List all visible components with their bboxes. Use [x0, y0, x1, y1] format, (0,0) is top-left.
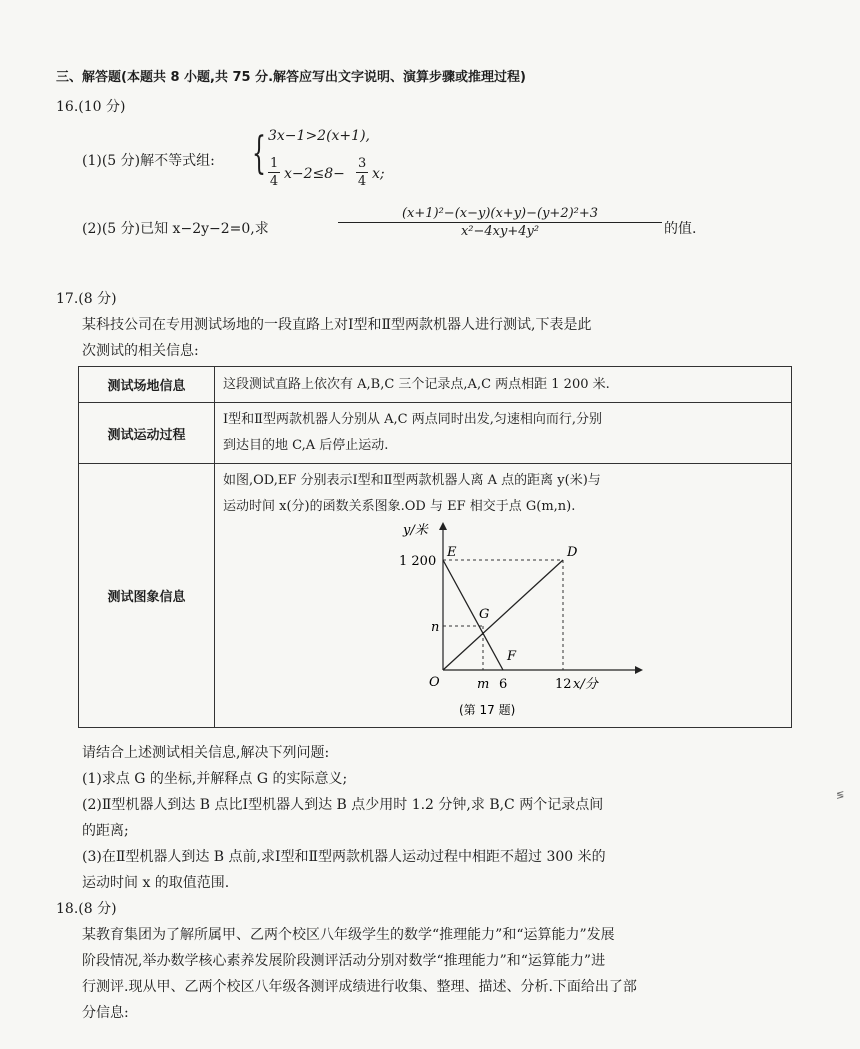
- q17-prompt: 请结合上述测试相关信息,解决下列问题:: [82, 745, 330, 761]
- q16-part2-expression: (x+1)²−(x−y)(x+y)−(y+2)²+3 x²−4xy+4y²: [338, 206, 662, 239]
- y-tick-n: n: [431, 620, 440, 635]
- q18-line1: 某教育集团为了解所属甲、乙两个校区八年级学生的数学“推理能力”和“运算能力”发展: [82, 927, 615, 943]
- figure-caption: (第 17 题): [459, 703, 516, 717]
- inequality-2-middle: x−2≤8−: [284, 166, 345, 182]
- line-OD: [443, 560, 563, 670]
- inequality-2-end: x;: [372, 166, 385, 182]
- q16-part2-end: 的值.: [664, 221, 697, 237]
- section-heading: 三、解答题(本题共 8 小题,共 75 分.解答应写出文字说明、演算步骤或推理过程): [56, 70, 526, 85]
- side-mark: ≶: [836, 790, 845, 801]
- q18-line2: 阶段情况,举办数学核心素养发展阶段测评活动分别对数学“推理能力”和“运算能力”进: [82, 953, 606, 969]
- inequality-1: 3x−1>2(x+1),: [268, 128, 370, 144]
- y-axis-label: y/米: [403, 523, 428, 538]
- q18-number: 18.(8 分): [56, 901, 117, 917]
- graph-desc-line2: 运动时间 x(分)的函数关系图象.OD 与 EF 相交于点 G(m,n).: [223, 499, 576, 514]
- q16-number: 16.(10 分): [56, 99, 126, 115]
- row-body-site: 这段测试直路上依次有 A,B,C 三个记录点,A,C 两点相距 1 200 米.: [215, 367, 792, 403]
- q17-intro-line1: 某科技公司在专用测试场地的一段直路上对Ⅰ型和Ⅱ型两款机器人进行测试,下表是此: [82, 317, 592, 333]
- q17-sub3-line1: (3)在Ⅱ型机器人到达 B 点前,求Ⅰ型和Ⅱ型两款机器人运动过程中相距不超过 300 米的: [82, 849, 606, 865]
- row-body-process: [215, 403, 792, 464]
- row-head-process: 测试运动过程: [79, 403, 215, 464]
- x-tick-m: m: [477, 677, 490, 692]
- q17-sub3-line2: 运动时间 x 的取值范围.: [82, 875, 230, 891]
- system-brace: {: [252, 128, 266, 179]
- q18-line3: 行测评.现从甲、乙两个校区八年级各测评成绩进行收集、整理、描述、分析.下面给出了部: [82, 979, 637, 995]
- function-graph: [223, 520, 783, 720]
- point-E-label: E: [447, 545, 457, 560]
- process-line2: 到达目的地 C,A 后停止运动.: [223, 438, 389, 453]
- graph-desc-line1: 如图,OD,EF 分别表示Ⅰ型和Ⅱ型两款机器人离 A 点的距离 y(米)与: [223, 473, 601, 488]
- x-axis-arrow: [635, 666, 643, 674]
- point-D-label: D: [567, 545, 578, 560]
- table-row: [79, 367, 792, 403]
- x-axis-label: x/分: [573, 677, 598, 692]
- q17-sub1: (1)求点 G 的坐标,并解释点 G 的实际意义;: [82, 771, 348, 787]
- process-line1: Ⅰ型和Ⅱ型两款机器人分别从 A,C 两点同时出发,匀速相向而行,分别: [223, 412, 602, 427]
- point-G-label: G: [479, 607, 490, 622]
- point-F-label: F: [507, 649, 517, 664]
- q17-number: 17.(8 分): [56, 291, 117, 307]
- row-body-graph: [215, 464, 792, 728]
- fraction-one-quarter: 1 4: [269, 156, 279, 189]
- table-row: [79, 403, 792, 464]
- row-head-site: 测试场地信息: [79, 367, 215, 403]
- x-tick-12: 12: [555, 677, 572, 692]
- x-tick-6: 6: [499, 677, 508, 692]
- q16-part2-label: (2)(5 分)已知 x−2y−2=0,求: [82, 221, 269, 237]
- fraction-three-quarter: 3 4: [357, 156, 367, 189]
- line-EF: [443, 560, 503, 670]
- y-axis-arrow: [439, 522, 447, 530]
- q18-line4: 分信息:: [82, 1005, 129, 1021]
- origin-label: O: [429, 675, 440, 690]
- q16-part1-label: (1)(5 分)解不等式组:: [82, 153, 215, 169]
- row-head-graph: 测试图象信息: [79, 464, 215, 728]
- q17-sub2-line2: 的距离;: [82, 823, 129, 839]
- table-row: [79, 464, 792, 728]
- q17-intro-line2: 次测试的相关信息:: [82, 343, 199, 359]
- test-info-table: [78, 366, 792, 728]
- y-tick-1200: 1 200: [399, 554, 437, 569]
- q17-sub2-line1: (2)Ⅱ型机器人到达 B 点比Ⅰ型机器人到达 B 点少用时 1.2 分钟,求 B,C 两个记录点间: [82, 797, 604, 813]
